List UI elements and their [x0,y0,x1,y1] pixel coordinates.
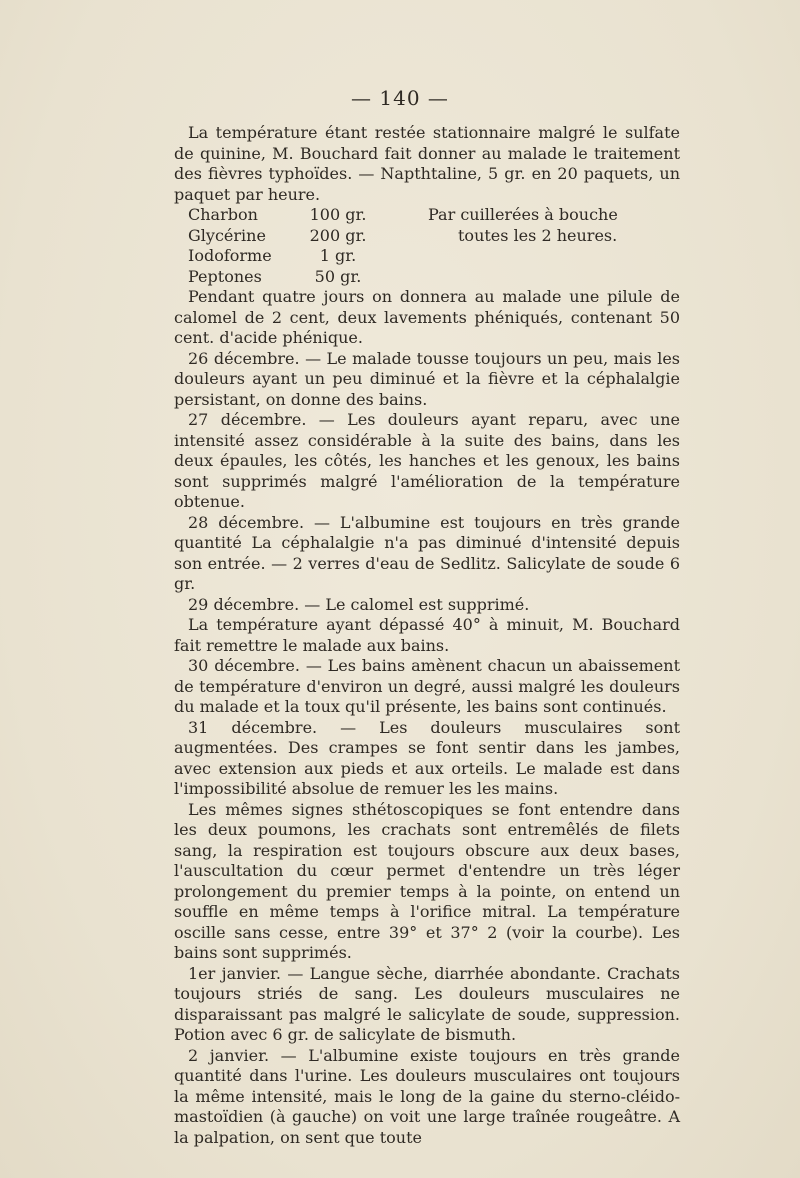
prescription-list [174,205,680,287]
rx-qty: 1 gr. [319,246,357,265]
paragraph: 2 janvier. — L'albumine existe toujours en très grande quantité dans l'urine. Les douleurs musculaires ont toujours la même intensité, mais le long de la gaine du sterno-cléido-mastoïdien (à gauche) on voit une large traînée rougeâtre. A la palpation, on sent que toute [174,1045,680,1147]
rx-name: Glycérine [188,225,266,245]
paragraph: Pendant quatre jours on donnera au malade une pilule de calomel de 2 cent, deux lavements phéniqués, contenant 50 cent. d'acide phénique. [174,287,680,347]
rx-qty: 50 gr. [314,266,362,286]
paragraph: 1er janvier. — Langue sèche, diarrhée abondante. Crachats toujours striés de sang. Les douleurs musculaires ne disparaissant pas malgré le salicylate de soude, suppression. Potion avec 6 gr. de salicylate de bismuth. [174,963,680,1044]
body-text [174,123,680,1148]
rx-name: Peptones [188,266,262,286]
paragraph: 29 décembre. — Le calomel est supprimé. [188,594,530,614]
prescription-row [174,267,680,288]
rx-note [398,246,680,267]
page-number: — 140 — [351,86,449,110]
rx-note [398,267,680,288]
rx-name: Charbon [188,205,258,224]
prescription-row [174,205,680,226]
paragraph: La température ayant dépassé 40° à minuit, M. Bouchard fait remettre le malade aux bains. [174,615,680,655]
prescription-row [174,246,680,267]
paragraph: 28 décembre. — L'albumine est toujours en très grande quantité La céphalalgie n'a pas diminué d'intensité depuis son entrée. — 2 verres d'eau de Sedlitz. Salicylate de soude 6 gr. [174,512,680,593]
paragraph: 31 décembre. — Les douleurs musculaires sont augmentées. Des crampes se font sentir dans les jambes, avec extension aux pieds et aux orteils. Le malade est dans l'impossibilité absolue de remuer les les mains. [174,717,680,798]
paragraph: 26 décembre. — Le malade tousse toujours un peu, mais les douleurs ayant un peu diminué et la fièvre et la céphalalgie persistant, on donne des bains. [174,348,680,409]
paragraph: 30 décembre. — Les bains amènent chacun un abaissement de température d'environ un degré, aussi malgré les douleurs du malade et la toux qu'il présente, les bains sont continués. [174,656,680,716]
rx-name: Iodoforme [188,246,272,265]
rx-note: toutes les 2 heures. [458,225,618,245]
rx-note: Par cuillerées à bouche [428,205,618,224]
prescription-row [174,226,680,247]
rx-qty: 200 gr. [309,225,367,245]
paragraph: 27 décembre. — Les douleurs ayant reparu, avec une intensité assez considérable à la suite des bains, dans les deux épaules, les côtés, les hanches et les genoux, les bains sont supprimés malgré l'amélioration de la température obtenue. [174,410,680,511]
rx-qty: 100 gr. [309,205,367,224]
paragraph: Les mêmes signes sthétoscopiques se font entendre dans les deux poumons, les crachats sont entremêlés de filets sang, la respiration est toujours obscure aux deux bases, l'auscultation du cœur permet d'entendre un très léger prolongement du premier temps à la pointe, on entend un souffle en même temps à l'orifice mitral. La température oscille sans cesse, entre 39° et 37° 2 (voir la courbe). Les bains sont supprimés. [174,799,680,962]
intro-paragraph: La température étant restée stationnaire malgré le sulfate de quinine, M. Bouchard fait donner au malade le traitement des fièvres typhoïdes. — Napthtaline, 5 gr. en 20 paquets, un paquet par heure. [174,123,680,204]
